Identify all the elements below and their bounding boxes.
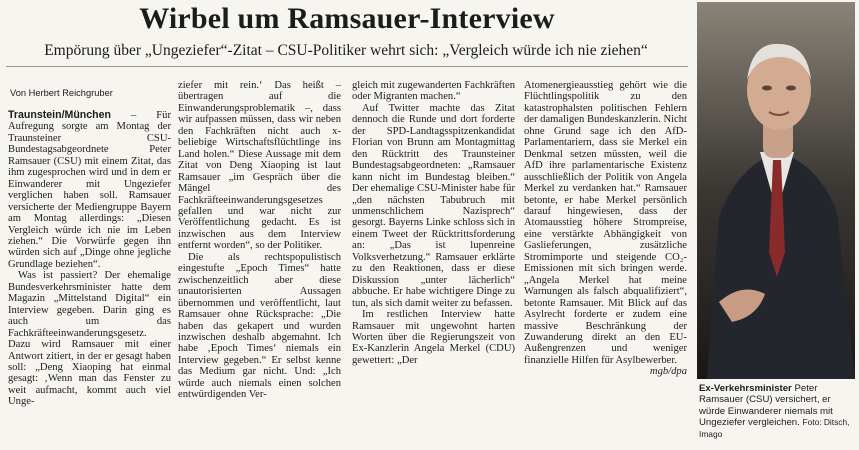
portrait-illustration [697,2,855,379]
subheadline: Empörung über „Ungeziefer“-Zitat – CSU-Politiker wehrt sich: „Vergleich würde ich nie ziehen“ [44,42,648,59]
paragraph: ziefer mit rein.‘ Das heißt – übertragen auf die Einwanderungsproblematik –, dass wir aufpassen müssen, dass wir neben den Fachkräften nicht auch x-beliebige Wirtschaftsflüchtlinge ins Land holen.“ Diese Aussage mit dem Zitat von Deng Xiaoping ist laut Ramsauer „im Gespräch über die Mängel des Fachkräfteeinwanderungsgesetzes gefallen und war nicht zur Veröffentlichung gedacht. Es ist inzwischen aus dem Interview entfernt worden“, so der Politiker. [178,80,341,252]
paragraph: Atomenergieausstieg gehört wie die Flüchtlingspolitik zu den katastrophalsten politischen Fehlern der damaligen Bundeskanzlerin. Nicht ohne Grund sage ich den AfD-Parlamentariern, dass sie Merkel ein Denkmal setzen müssten, weil die AfD ihre parlamentarische Existenz ausschließlich der Politik von Angela Merkel zu verdanken hat.“ Ramsauer betonte, er habe Merkel persönlich darauf hingewiesen, dass der Atomausstieg höhere Strompreise, eine verstärkte Abhängigkeit von Gaslieferungen, zusätzliche Stromimporte und steigende CO₂-Emissionen mit sich bringen werde. „Angela Merkel hat meine Warnungen als falsch abqualifiziert“, betonte Ramsauer. Mit Blick auf das Asylrecht forderte er zudem eine massive Beschränkung der Zuwanderung direkt an den EU-Außengrenzen und weniger finanzielle Hilfen für Asylbewerber. [524,80,687,366]
paragraph: Im restlichen Interview hatte Ramsauer mit ungewohnt harten Worten über die Regierungszeit von Ex-Kanzlerin Angela Merkel (CDU) gewettert: „Der [352,309,515,366]
caption-bold: Ex-Verkehrsminister [699,383,792,394]
paragraph-text: – Für Aufregung sorgte am Montag der Traunsteiner CSU-Bundestagsabgeordnete Peter Ramsauer (CSU) mit einem Zitat, das ihm zugesprochen wird und in dem er Einwanderer mit Ungeziefer verglichen haben soll. Ramsauer versicherte der Mediengruppe Bayern am Montag allerdings: „Diesen Vergleich würde ich nie im Leben ziehen.“ Die Vorwürfe gegen ihn würden sich auf „Dinge ohne jegliche Grundlage beziehen“. [8,110,171,270]
photo-caption [699,383,855,440]
agency-signature: mgb/dpa [649,366,687,378]
article-column-4 [524,80,687,448]
article-column-3 [352,80,515,448]
author-byline: Von Herbert Reichgruber [10,88,113,98]
paragraph [8,110,171,270]
paragraph: Was ist passiert? Der ehemalige Bundesverkehrsminister hatte dem Magazin „Mittelstand Digital“ ein Interview gegeben. Darin ging es auch um das Fachkräfteeinwanderungsgesetz. Dazu wird Ramsauer mit einer Antwort zitiert, in der er gesagt haben soll: „Deng Xiaoping hat einmal gesagt: ‚Wenn man das Fenster zu weit aufmacht, kommt auch viel Unge- [8,270,171,408]
photo-credit: Foto: Ditsch, Imago [699,417,850,439]
article-column-1 [8,110,171,448]
paragraph: Die als rechtspopulistisch eingestufte „Epoch Times“ hatte zwischenzeitlich aber diese unautorisierten Aussagen übernommen und veröffentlicht, laut Ramsauer ohne Rücksprache: „Die haben das gekapert und wurden inzwischen deshalb abgemahnt. Ich habe ‚Epoch Times‘ niemals ein Interview gegeben.“ Er selbst kenne das Medium gar nicht. Und: „Ich würde auch niemals einen solchen entwürdigenden Ver- [178,251,341,401]
portrait-photo [697,2,855,379]
headline: Wirbel um Ramsauer-Interview [139,2,555,35]
divider-rule [6,66,688,67]
article-column-2 [178,80,341,448]
caption-text: Peter Ramsauer (CSU) versichert, er würde Einwanderer niemals mit Ungeziefer vergleichen. [699,383,833,429]
paragraph: gleich mit zugewanderten Fachkräften oder Migranten machen.“ [352,80,515,103]
paragraph: Auf Twitter machte das Zitat dennoch die Runde und dort forderte der SPD-Landtagsspitzenkandidat Florian von Brunn am Montagmittag den Rücktritt des Traunsteiner Bundestagsabgeordneten: „Ramsauer kann nicht im Bundestag bleiben.“ Der ehemalige CSU-Minister habe für „den nächsten Tabubruch mit unmenschlichem Nazisprech“ gesorgt. Bayerns Linke schloss sich in einem Tweet der Rücktrittsforderung an: „Das ist lupenreine Volksverhetzung.“ Ramsauer erklärte zu den Reaktionen, dass er diese Diskussion „unter lächerlich“ abbuche. Er habe wichtigere Dinge zu tun, als sich damit weiter zu befassen. [352,102,515,309]
dateline: Traunstein/München [8,110,112,121]
